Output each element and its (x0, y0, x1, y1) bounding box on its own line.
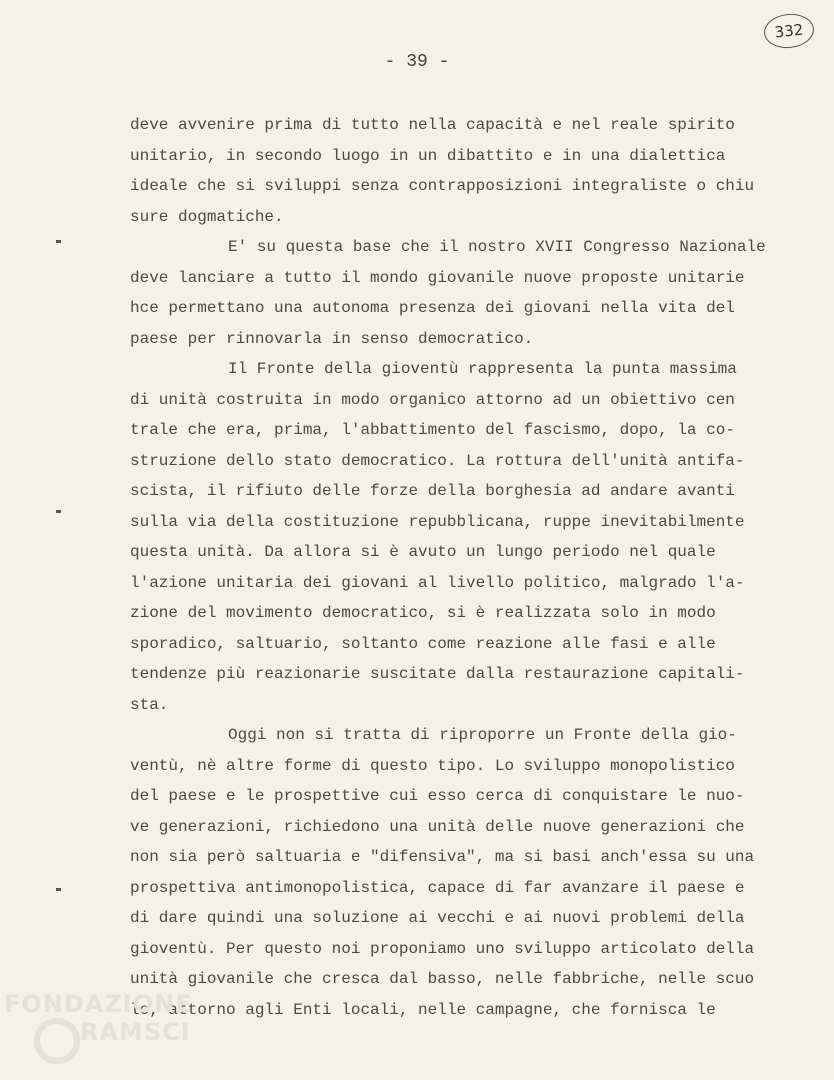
text-line: del paese e le prospettive cui esso cerca di conquistare le nuo- (130, 787, 745, 805)
text-line: di unità costruita in modo organico attorno ad un obiettivo cen (130, 390, 735, 409)
text-line: prospettiva antimonopolistica, capace di far avanzare il paese e (130, 878, 745, 897)
text-line: struzione dello stato democratico. La rottura dell'unità antifa- (130, 451, 745, 470)
text-line: unità giovanile che cresca dal basso, nelle fabbriche, nelle scuo (130, 970, 755, 988)
text-line: zione del movimento democratico, si è realizzata solo in modo (130, 604, 716, 622)
text-line: scista, il rifiuto delle forze della borghesia ad andare avanti (130, 482, 735, 500)
text-line: sure dogmatiche. (130, 207, 284, 226)
text-line: deve lanciare a tutto il mondo giovanile nuove proposte unitarie (130, 268, 745, 287)
text-line: Oggi non si tratta di riproporre un Fronte della gio- (228, 726, 737, 744)
watermark-line-2: RAMSCI (80, 1018, 191, 1046)
watermark-g-icon (34, 1018, 80, 1064)
text-line: non sia però saltuaria e "difensiva", ma si basi anch'essa su una (130, 848, 755, 866)
archive-stamp: 332 (762, 11, 815, 50)
margin-mark (56, 510, 61, 513)
text-line: tendenze più reazionarie suscitate dalla restaurazione capitali- (130, 665, 745, 683)
page-number: - 39 - (384, 52, 450, 72)
margin-mark (56, 888, 61, 891)
text-line: paese per rinnovarla in senso democratico. (130, 329, 534, 348)
body-text (130, 110, 790, 1025)
text-line: unitario, in secondo luogo in un dibattito e in una dialettica (130, 146, 726, 165)
text-line: ventù, nè altre forme di questo tipo. Lo sviluppo monopolistico (130, 756, 735, 775)
text-line: ve generazioni, richiedono una unità delle nuove generazioni che (130, 817, 745, 836)
text-line: ideale che si sviluppi senza contrapposizioni integraliste o chiu (130, 177, 755, 195)
margin-mark (56, 240, 61, 243)
text-line: E' su questa base che il nostro XVII Congresso Nazionale (228, 238, 766, 256)
text-line: questa unità. Da allora si è avuto un lungo periodo nel quale (130, 543, 716, 561)
text-line: deve avvenire prima di tutto nella capacità e nel reale spirito (130, 116, 735, 134)
text-line: sulla via della costituzione repubblicana, ruppe inevitabilmente (130, 512, 745, 531)
text-line: hce permettano una autonoma presenza dei giovani nella vita del (130, 299, 735, 317)
text-line: di dare quindi una soluzione ai vecchi e ai nuovi problemi della (130, 909, 745, 927)
text-line: Il Fronte della gioventù rappresenta la punta massima (228, 360, 737, 378)
watermark-line-1: FONDAZIONE (4, 990, 193, 1018)
text-line: l'azione unitaria dei giovani al livello politico, malgrado l'a- (130, 573, 745, 592)
text-line: sta. (130, 695, 169, 714)
text-line: gioventù. Per questo noi proponiamo uno sviluppo articolato della (130, 939, 755, 958)
text-line: le, attorno agli Enti locali, nelle campagne, che fornisca le (130, 1000, 716, 1019)
text-line: trale che era, prima, l'abbattimento del fascismo, dopo, la co- (130, 421, 735, 439)
text-line: sporadico, saltuario, soltanto come reazione alle fasi e alle (130, 634, 716, 653)
